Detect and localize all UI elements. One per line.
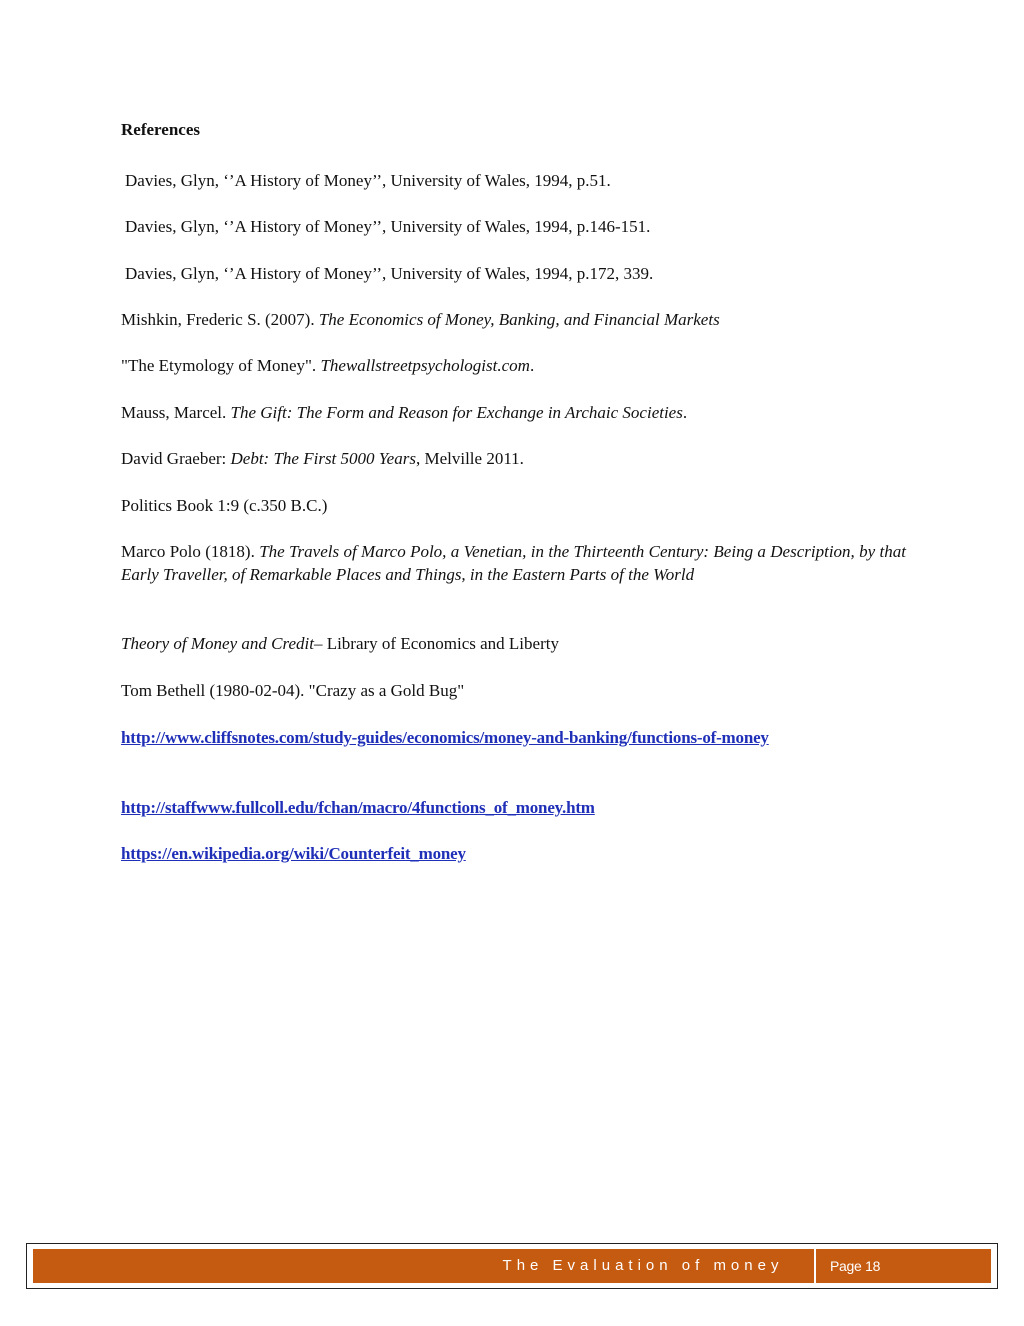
reference-text: .: [682, 403, 688, 422]
reference-item: [121, 679, 906, 702]
footer-title: The Evaluation of money: [502, 1257, 784, 1274]
page-number: Page 18: [830, 1258, 881, 1274]
reference-title: The Travels of Marco Polo, a Venetian, in the Thirteenth Century: Being a Description, by that Early Traveller, of Remarkable Places and Things, in the Eastern Parts of the World: [121, 542, 906, 584]
wikipedia-link[interactable]: https://en.wikipedia.org/wiki/Counterfeit_money: [121, 844, 466, 863]
reference-item: [121, 354, 906, 377]
cliffsnotes-link[interactable]: http://www.cliffsnotes.com/study-guides/economics/money-and-banking/functions-of-money: [121, 728, 769, 747]
fullcoll-link[interactable]: http://staffwww.fullcoll.edu/fchan/macro/4functions_of_money.htm: [121, 798, 595, 817]
reference-item: [121, 308, 906, 331]
reference-text: Marco Polo (1818).: [121, 542, 260, 561]
reference-text: Politics Book 1:9 (c.350 B.C.): [121, 496, 328, 515]
reference-text: , Melville 2011.: [415, 449, 524, 468]
reference-item: [125, 262, 910, 285]
reference-item: [121, 726, 821, 749]
reference-title: The Economics of Money, Banking, and Financial Markets: [318, 310, 720, 329]
reference-title: Debt: The First 5000 Years: [230, 449, 416, 468]
reference-text: Tom Bethell (1980-02-04). "Crazy as a Gold Bug": [121, 681, 465, 700]
reference-title: Theory of Money and Credit: [121, 634, 314, 653]
reference-item: [125, 215, 910, 238]
reference-text: Davies, Glyn, ‘’A History of Money’’, University of Wales, 1994, p.51.: [125, 171, 611, 190]
references-heading: References: [121, 120, 200, 139]
reference-title: The Gift: The Form and Reason for Exchange in Archaic Societies: [230, 403, 683, 422]
reference-text: Mishkin, Frederic S. (2007).: [121, 310, 319, 329]
reference-text: Davies, Glyn, ‘’A History of Money’’, University of Wales, 1994, p.146-151.: [125, 217, 651, 236]
reference-text: David Graeber:: [121, 449, 231, 468]
reference-text: Davies, Glyn, ‘’A History of Money’’, University of Wales, 1994, p.172, 339.: [125, 264, 654, 283]
reference-item: [121, 540, 906, 586]
reference-item: [121, 796, 906, 819]
reference-text: Mauss, Marcel.: [121, 403, 231, 422]
reference-item: [121, 447, 906, 470]
reference-item: [121, 494, 906, 517]
reference-item: [121, 842, 906, 865]
reference-item: [125, 169, 910, 192]
reference-text: – Library of Economics and Liberty: [313, 634, 559, 653]
reference-text: "The Etymology of Money".: [121, 356, 321, 375]
reference-item: [121, 401, 906, 424]
reference-item: [121, 632, 906, 655]
footer-divider: [814, 1246, 816, 1286]
reference-text: .: [529, 356, 535, 375]
reference-title: Thewallstreetpsychologist.com: [320, 356, 530, 375]
